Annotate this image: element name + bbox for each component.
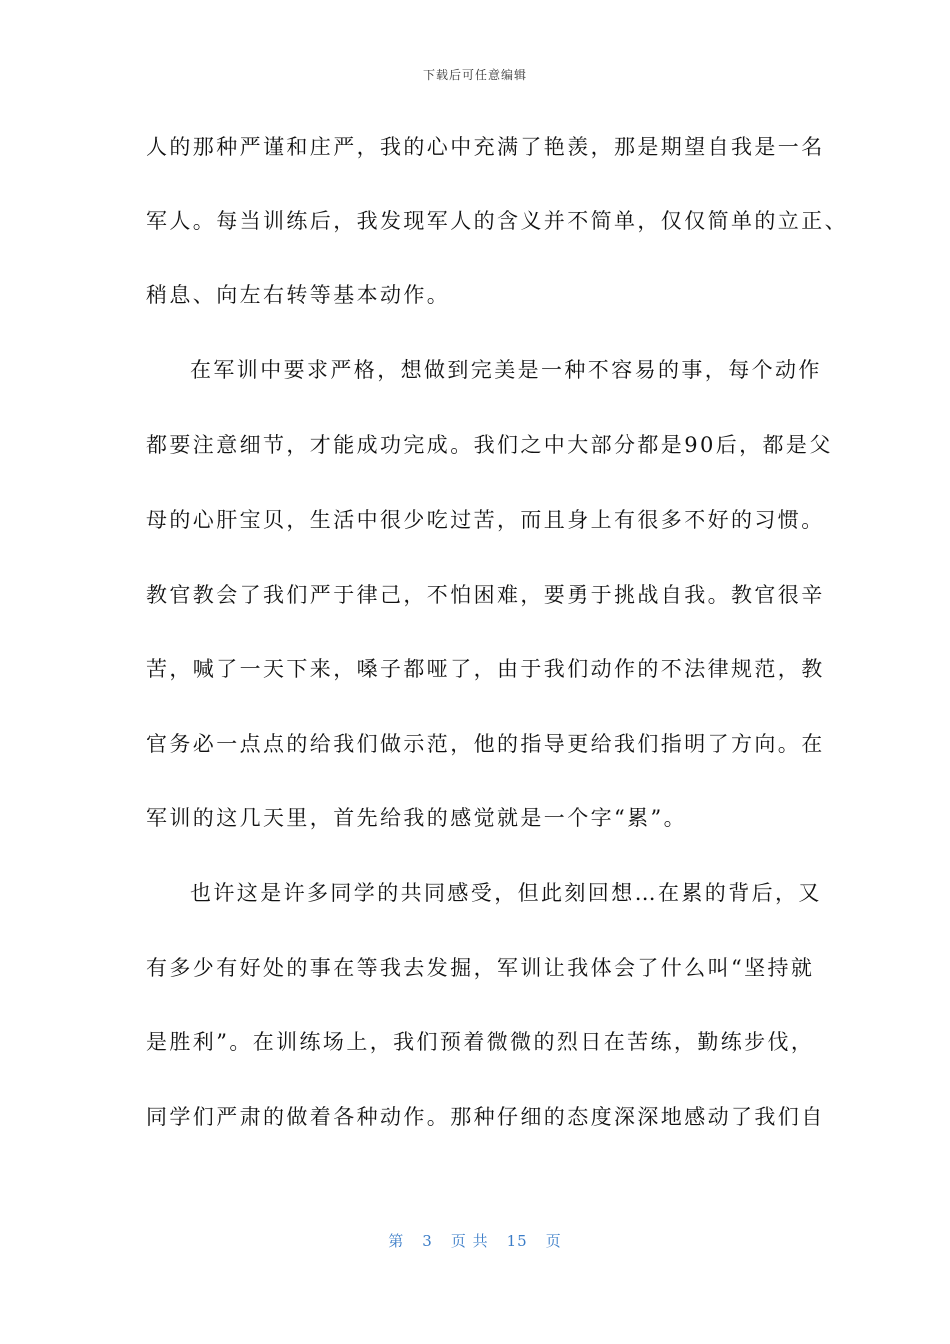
text-line: 是胜利”。在训练场上，我们预着微微的烈日在苦练，勤练步伐， [146, 1030, 815, 1054]
text-line: 在军训中要求严格，想做到完美是一种不容易的事，每个动作 [190, 358, 822, 382]
footer-total-pages: 15 [506, 1232, 528, 1250]
text-line: 军训的这几天里，首先给我的感觉就是一个字“累”。 [146, 806, 688, 830]
text-line: 同学们严肃的做着各种动作。那种仔细的态度深深地感动了我们自 [146, 1105, 825, 1129]
page-footer [0, 1230, 950, 1251]
text-line: 官务必一点点的给我们做示范，他的指导更给我们指明了方向。在 [146, 732, 825, 756]
text-line: 母的心肝宝贝，生活中很少吃过苦，而且身上有很多不好的习惯。 [146, 508, 825, 532]
footer-middle: 页 共 [450, 1232, 489, 1250]
footer-page-number: 3 [422, 1232, 433, 1250]
text-line: 都要注意细节，才能成功完成。我们之中大部分都是90后，都是父 [146, 433, 833, 457]
page-header-note: 下载后可任意编辑 [422, 68, 527, 82]
text-line: 苦，喊了一天下来，嗓子都哑了，由于我们动作的不法律规范，教 [146, 657, 825, 681]
footer-suffix: 页 [545, 1232, 562, 1250]
text-line: 也许这是许多同学的共同感受，但此刻回想…在累的背后，又 [190, 881, 822, 905]
text-line: 稍息、向左右转等基本动作。 [146, 283, 451, 307]
text-line: 教官教会了我们严于律己，不怕困难，要勇于挑战自我。教官很辛 [146, 583, 825, 607]
text-line: 军人。每当训练后，我发现军人的含义并不简单，仅仅简单的立正、 [146, 209, 848, 233]
text-line: 有多少有好处的事在等我去发掘，军训让我体会了什么叫“坚持就 [146, 956, 815, 980]
footer-prefix: 第 [388, 1232, 405, 1250]
text-line: 人的那种严谨和庄严，我的心中充满了艳羡，那是期望自我是一名 [146, 135, 825, 159]
